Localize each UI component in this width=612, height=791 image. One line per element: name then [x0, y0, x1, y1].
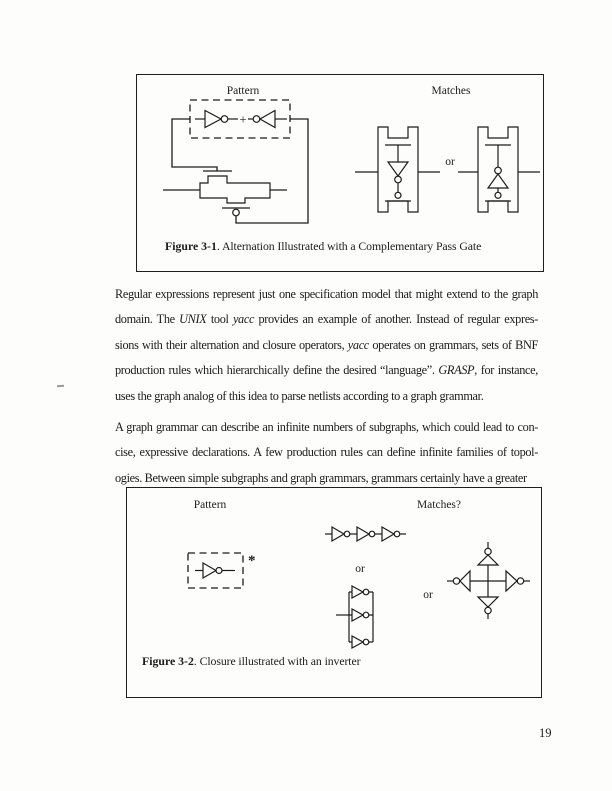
text-line: sions with their alternation and closure operators, yacc operates on grammars, sets of BNF — [115, 337, 538, 352]
fig1-matches-label: Matches — [431, 85, 471, 97]
text-line: production rules which hierarchically define the desired “language”. GRASP, for instance, — [115, 363, 538, 378]
fig1-pattern-label: Pattern — [226, 85, 260, 97]
figure-3-2-caption-text: . Closure illustrated with an inverter — [193, 654, 361, 668]
body-text — [115, 282, 538, 491]
figure-3-2-box — [126, 487, 542, 698]
inverter-chain-icon — [325, 527, 406, 541]
figure-3-2-number: Figure 3-2 — [142, 654, 194, 668]
figure-3-1-caption-text: . Alternation Illustrated with a Complementary Pass Gate — [216, 239, 482, 253]
fig2-or-label-1: or — [355, 563, 365, 575]
scan-artifact — [57, 385, 64, 387]
fig2-closure-star: * — [248, 553, 256, 569]
figure-3-2-caption — [142, 654, 360, 669]
text-line: domain. The UNIX tool yacc provides an example of another. Instead of regular expres- — [115, 312, 538, 327]
figure-3-1-box — [136, 74, 544, 272]
pattern-inverter-icon — [195, 563, 235, 578]
parallel-inverters-icon — [336, 586, 373, 648]
match2-pass-gate-icon — [458, 127, 540, 212]
figure-3-1-caption — [165, 239, 481, 254]
text-line: ogies. Between simple subgraphs and graph grammars, grammars certainly have a greater — [115, 470, 527, 485]
inverter-left-icon — [248, 111, 287, 128]
page-number: 19 — [539, 726, 552, 740]
fig1-or-label: or — [445, 156, 455, 168]
gate-wire-left — [172, 119, 217, 171]
fig2-matches-label: Matches? — [416, 499, 462, 511]
match1-pass-gate-icon — [355, 127, 440, 212]
text-line: Regular expressions represent just one specification model that might extend to the graph — [115, 287, 538, 301]
inverter-right-icon — [195, 111, 238, 128]
fig1-plus-operator: + — [239, 111, 247, 127]
text-line: cise, expressive declarations. A few production rules can define infinite families of topol- — [115, 445, 538, 460]
fig2-or-label-2: or — [423, 589, 433, 601]
pass-gate-icon — [163, 171, 287, 216]
figure-3-1-number: Figure 3-1 — [165, 239, 217, 253]
fig2-pattern-label: Pattern — [193, 499, 227, 511]
paragraph — [115, 415, 538, 491]
text-line: A graph grammar can describe an infinite numbers of subgraphs, which could lead to con- — [115, 420, 538, 435]
text-line: uses the graph analog of this idea to parse netlists according to a graph grammar. — [115, 388, 484, 403]
inverter-cross-icon — [447, 542, 530, 619]
paragraph — [115, 282, 538, 409]
